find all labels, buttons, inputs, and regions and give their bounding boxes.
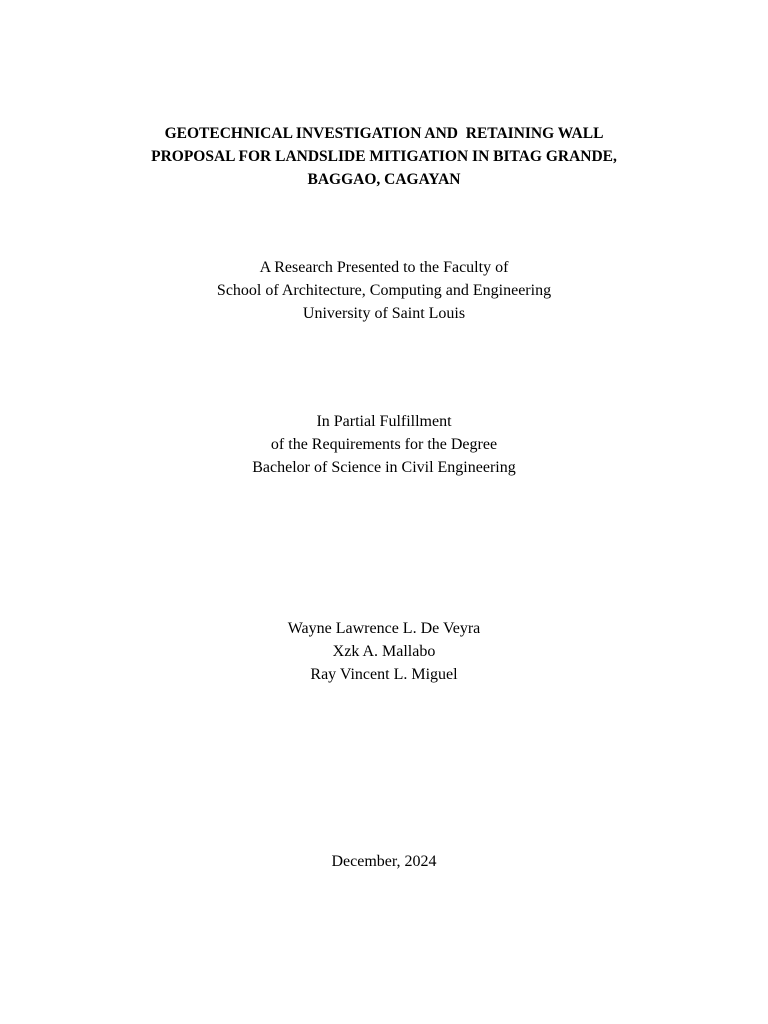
title-line-2: PROPOSAL FOR LANDSLIDE MITIGATION IN BITAG GRANDE, (151, 148, 617, 165)
fulfillment-section (0, 410, 768, 479)
submission-date (0, 850, 768, 873)
document-title (0, 122, 768, 191)
fulfillment-line-1: In Partial Fulfillment (316, 413, 452, 430)
author-name: Xzk A. Mallabo (332, 643, 436, 660)
fulfillment-line-3: Bachelor of Science in Civil Engineering (252, 459, 516, 476)
presented-line-1: A Research Presented to the Faculty of (259, 259, 509, 276)
author-name: Ray Vincent L. Miguel (310, 666, 458, 683)
authors-section (0, 617, 768, 686)
presented-to-section (0, 256, 768, 325)
title-line-3: BAGGAO, CAGAYAN (307, 171, 461, 188)
presented-line-2: School of Architecture, Computing and Engineering (216, 282, 552, 299)
title-line-1: GEOTECHNICAL INVESTIGATION AND RETAINING WALL (164, 125, 604, 142)
date-text: December, 2024 (331, 853, 437, 870)
author-name: Wayne Lawrence L. De Veyra (287, 620, 481, 637)
presented-line-3: University of Saint Louis (302, 305, 466, 322)
fulfillment-line-2: of the Requirements for the Degree (270, 436, 498, 453)
